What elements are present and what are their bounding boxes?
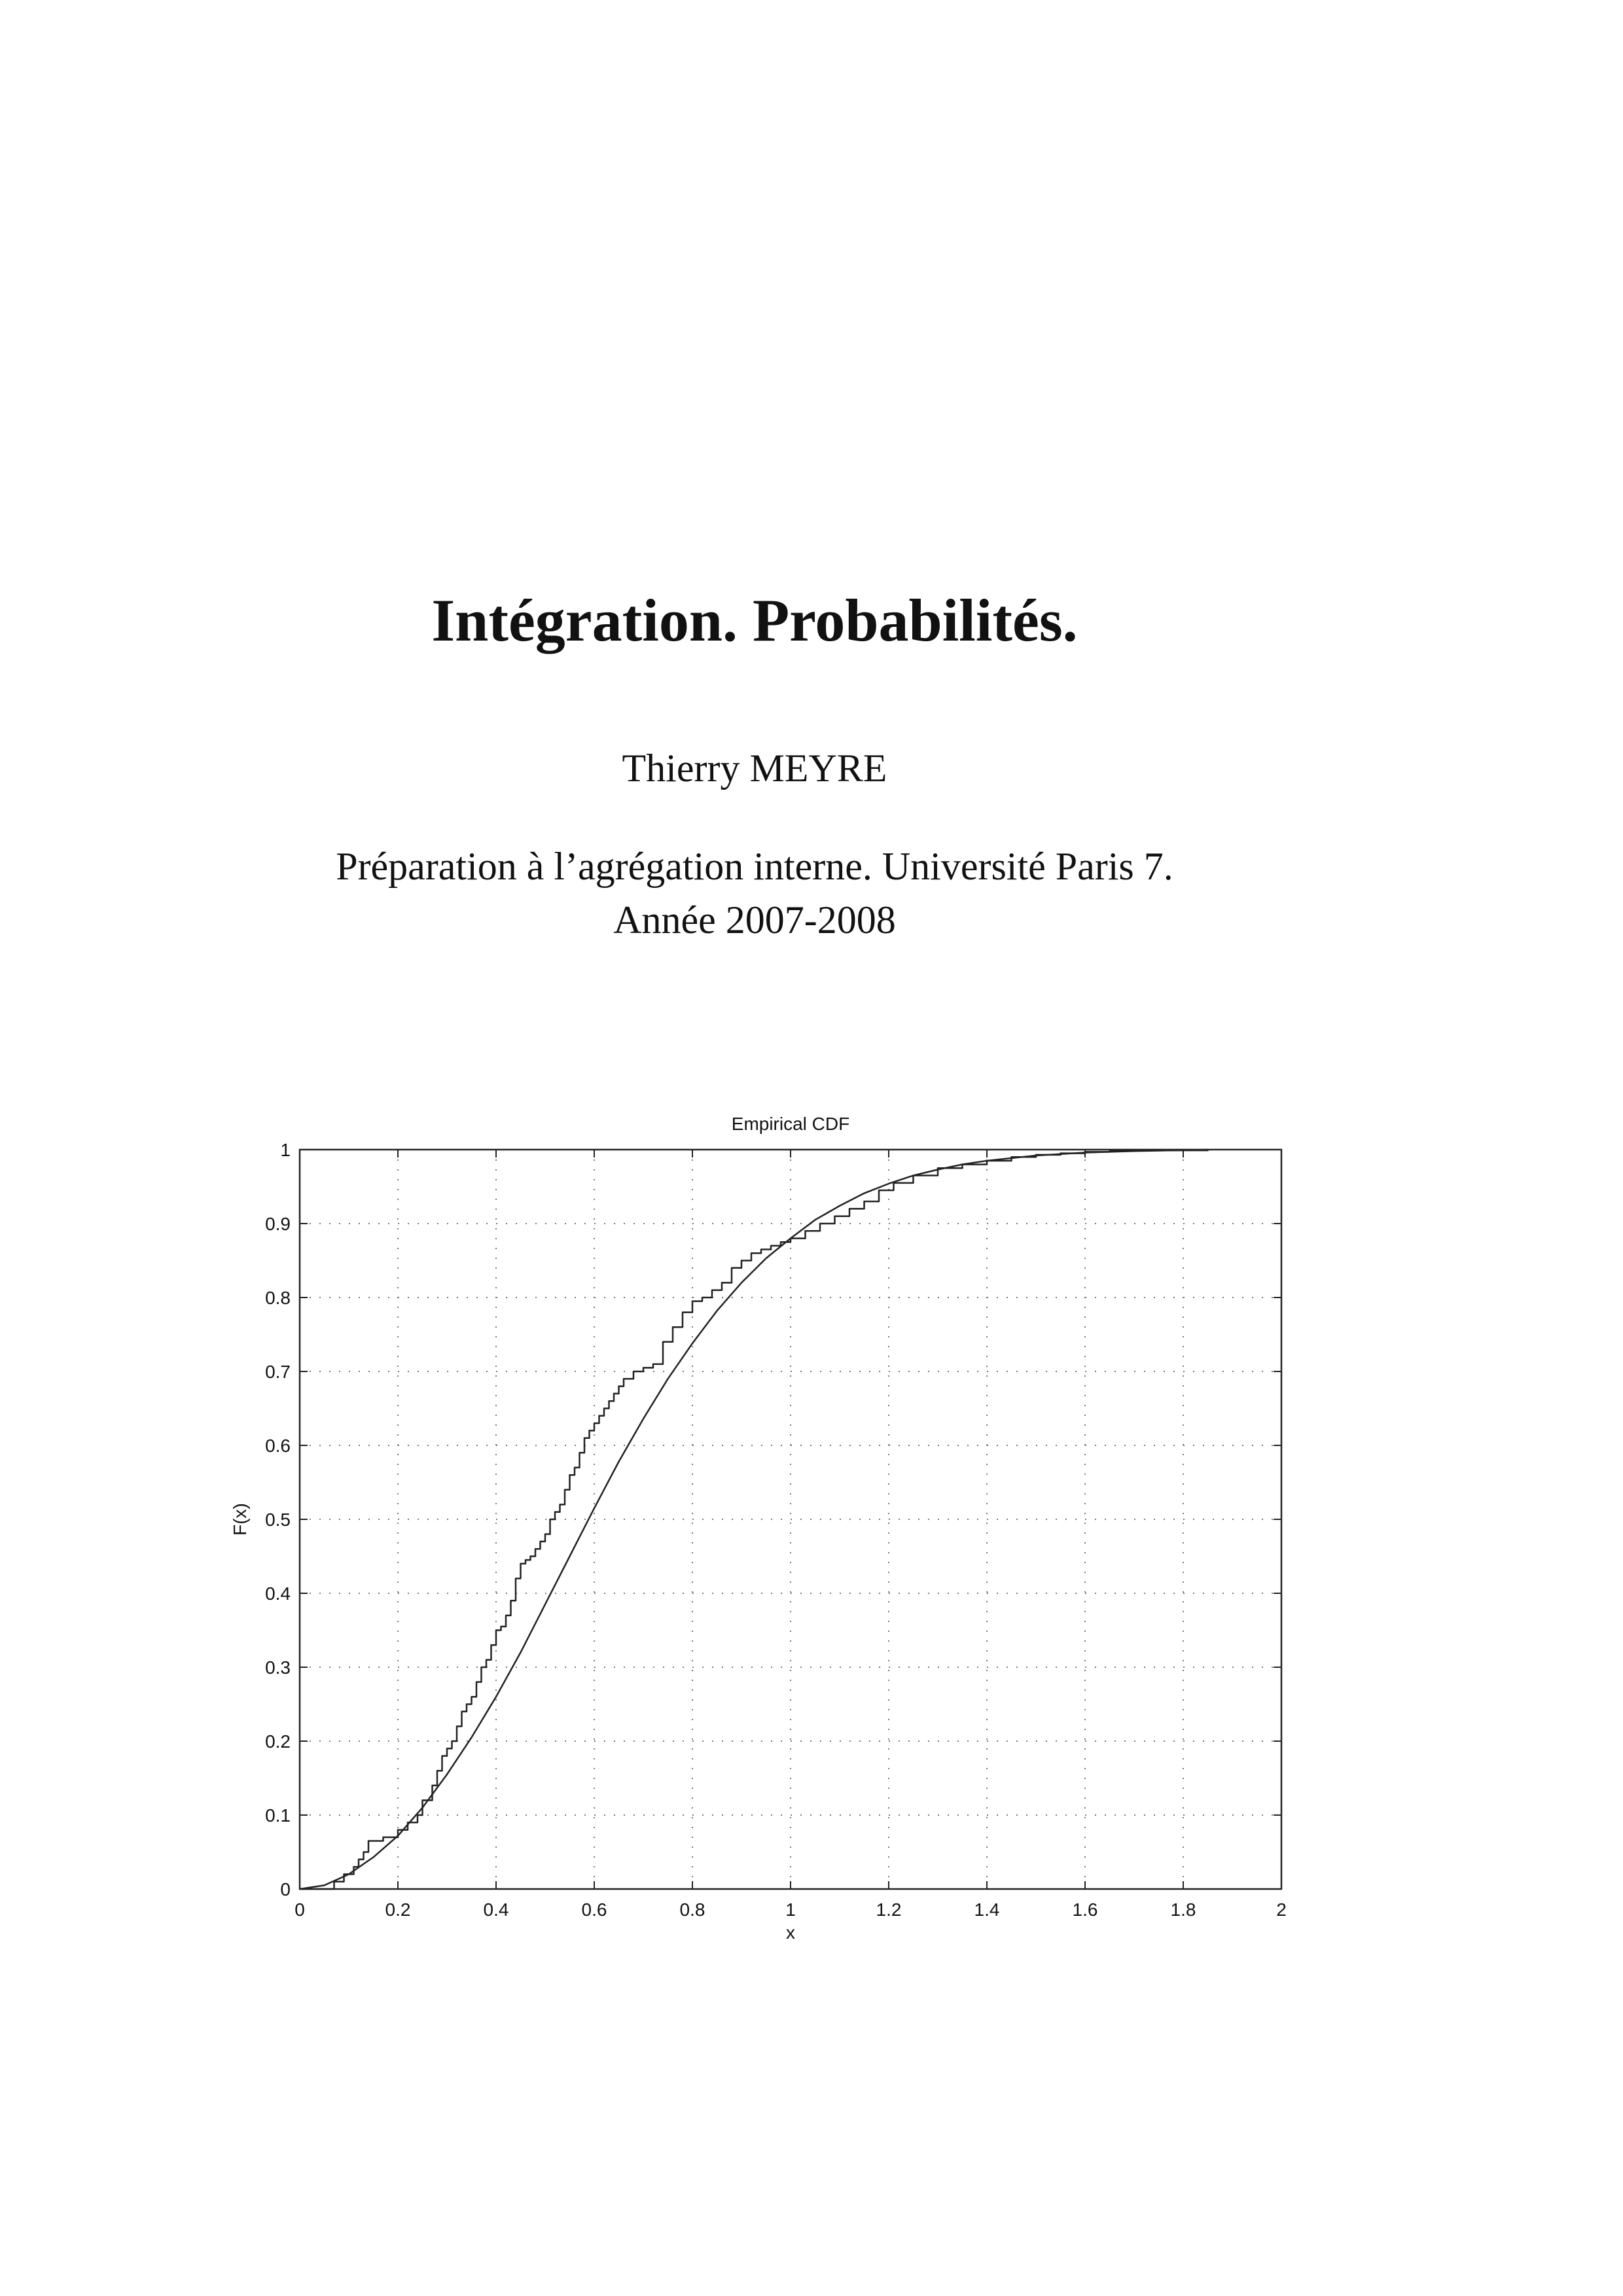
x-tick-label: 0.6 <box>581 1899 607 1920</box>
y-tick-label: 0.9 <box>265 1214 291 1234</box>
y-tick-label: 0 <box>280 1879 291 1899</box>
y-tick-label: 0.2 <box>265 1731 291 1752</box>
y-tick-label: 0.5 <box>265 1510 291 1530</box>
x-tick-label: 1.4 <box>974 1899 1000 1920</box>
series-layer <box>300 1150 1208 1889</box>
y-tick-label: 0.3 <box>265 1657 291 1678</box>
x-tick-label: 0.4 <box>483 1899 509 1920</box>
x-tick-label: 0.8 <box>679 1899 705 1920</box>
x-tick-label: 0.2 <box>385 1899 411 1920</box>
x-tick-label: 1.6 <box>1072 1899 1098 1920</box>
x-axis-label: x <box>786 1922 795 1943</box>
theoretical-cdf-curve <box>300 1150 1208 1889</box>
y-axis-label: F(x) <box>230 1503 250 1536</box>
x-tick-label: 2 <box>1276 1899 1287 1920</box>
y-tick-label: 0.7 <box>265 1362 291 1382</box>
y-tick-label: 1 <box>280 1140 291 1160</box>
academic-year: Année 2007-2008 <box>613 898 896 942</box>
x-tick-label: 1.8 <box>1170 1899 1196 1920</box>
author-name: Thierry MEYRE <box>622 747 887 790</box>
y-tick-label: 0.8 <box>265 1288 291 1308</box>
x-tick-label: 0 <box>294 1899 305 1920</box>
x-tick-label: 1 <box>785 1899 796 1920</box>
grid-layer <box>300 1150 1281 1889</box>
chart-title: Empirical CDF <box>731 1114 850 1134</box>
y-tick-label: 0.6 <box>265 1436 291 1456</box>
y-tick-label: 0.1 <box>265 1805 291 1826</box>
empirical-cdf-step-line <box>300 1150 1208 1889</box>
y-tick-label: 0.4 <box>265 1583 291 1604</box>
tick-layer <box>265 1140 1287 1920</box>
x-tick-label: 1.2 <box>876 1899 902 1920</box>
document-title: Intégration. Probabilités. <box>431 587 1078 654</box>
affiliation-line: Préparation à l’agrégation interne. Université Paris 7. <box>336 845 1173 888</box>
